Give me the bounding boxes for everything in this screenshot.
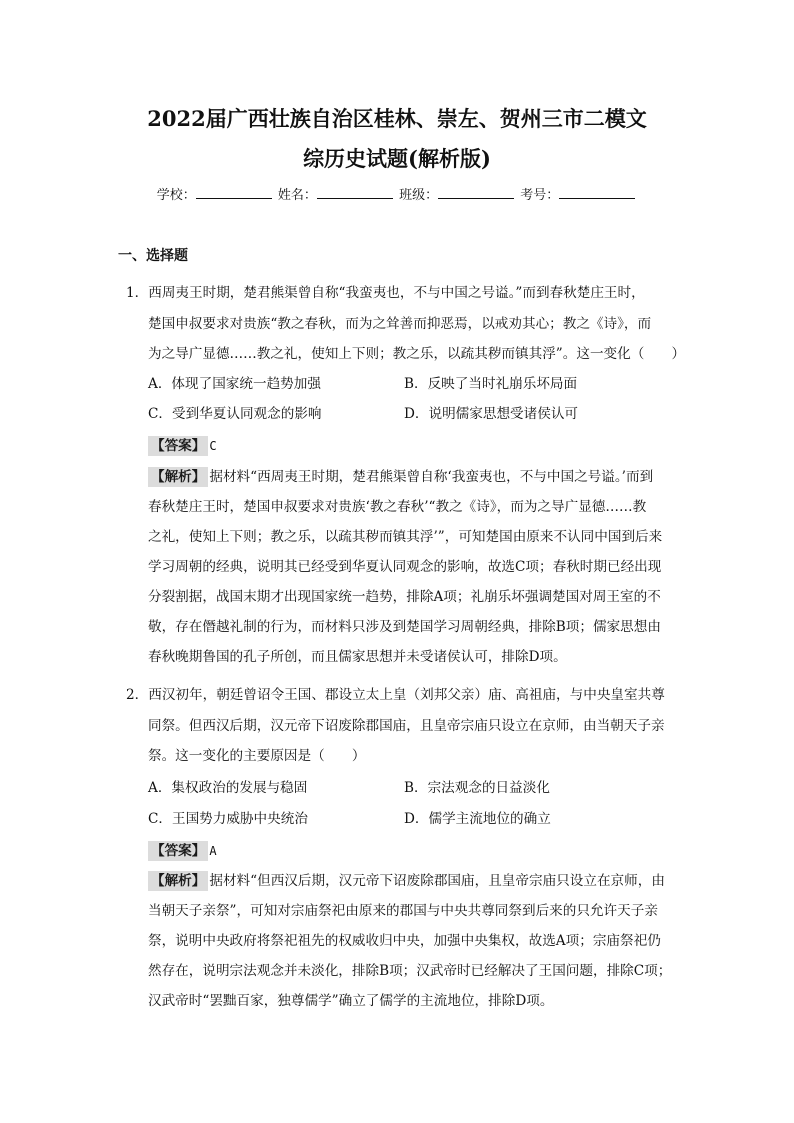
- q1-answer-value: C: [209, 439, 217, 453]
- q1-stem-line: 楚国申叔要求对贵族“教之春秋，而为之耸善而抑恶焉，以戒劝其心；教之《诗》，而: [148, 316, 652, 332]
- q2-answer-value: A: [209, 844, 217, 858]
- q1-analysis-line: 春秋晚期鲁国的孔子所创，而且儒家思想并未受诸侯认可，排除D项。: [148, 649, 567, 665]
- section-heading: 一、选择题: [118, 248, 188, 264]
- student-info-row: [0, 184, 794, 207]
- q2-option-b: B．宗法观念的日益淡化: [404, 780, 550, 796]
- q2-answer: [148, 841, 217, 861]
- q1-option-c: C．受到华夏认同观念的影响: [148, 406, 322, 422]
- q1-option-b: B．反映了当时礼崩乐坏局面: [404, 376, 578, 392]
- q2-option-a: A．集权政治的发展与稳固: [148, 780, 308, 796]
- q1-analysis-line: 敬，存在僭越礼制的行为，而材料只涉及到楚国学习周朝经典，排除B项；儒家思想由: [148, 619, 661, 635]
- q2-stem-line: 祭。这一变化的主要原因是（ ）: [148, 748, 366, 764]
- name-label: 姓名：: [277, 188, 317, 203]
- q1-analysis-line: [148, 467, 653, 487]
- q1-analysis-line: 春秋楚庄王时，楚国申叔要求对贵族‘教之春秋’“教之《诗》，而为之导广显德……教: [148, 499, 647, 515]
- class-blank[interactable]: [438, 184, 514, 199]
- name-blank[interactable]: [317, 184, 393, 199]
- analysis-tag: 【解析】: [148, 467, 208, 487]
- q1-analysis-first: 据材料“西周夷王时期，楚君熊渠曾自称‘我蛮夷也，不与中国之号谥。’而到: [209, 469, 654, 485]
- q2-analysis-line: 然存在，说明宗法观念并未淡化，排除B项；汉武帝时已经解决了王国问题，排除C项；: [148, 963, 672, 979]
- q2-option-c: C．王国势力威胁中央统治: [148, 811, 308, 827]
- q2-analysis-line: 祭，说明中央政府将祭祀祖先的权威收归中央，加强中央集权，故选A项；宗庙祭祀仍: [148, 933, 661, 949]
- q1-analysis-line: 之礼，使知上下则；教之乐，以疏其秽而镇其浮’”，可知楚国由原来不认同中国到后来: [148, 529, 663, 545]
- q1-stem-line: 为之导广显德……教之礼，使知上下则；教之乐，以疏其秽而镇其浮”。这一变化（ ）: [148, 346, 686, 362]
- exam-number-label: 考号：: [520, 188, 560, 203]
- school-label: 学校：: [156, 188, 196, 203]
- document-title-line-2: 综历史试题(解析版): [303, 146, 491, 171]
- class-label: 班级：: [399, 188, 439, 203]
- q2-stem-line: 2．西汉初年，朝廷曾诏令王国、郡设立太上皇（刘邦父亲）庙、高祖庙，与中央皇室共尊: [126, 687, 665, 703]
- analysis-tag: 【解析】: [148, 871, 208, 891]
- q2-analysis-line: 当朝天子亲祭”，可知对宗庙祭祀由原来的郡国与中央共尊同祭到后来的只允许天子亲: [148, 903, 658, 919]
- answer-tag: 【答案】: [148, 436, 208, 456]
- q1-answer: [148, 436, 217, 456]
- exam-number-blank[interactable]: [559, 184, 635, 199]
- q1-analysis-line: 分裂割据，战国末期才出现国家统一趋势，排除A项；礼崩乐坏强调楚国对周王室的不: [148, 589, 661, 605]
- document-title-line-1: 2022届广西壮族自治区桂林、崇左、贺州三市二模文: [147, 106, 647, 131]
- answer-tag: 【答案】: [148, 841, 208, 861]
- q2-stem-line: 同祭。但西汉后期，汉元帝下诏废除郡国庙，且皇帝宗庙只设立在京师，由当朝天子亲: [148, 718, 665, 734]
- school-blank[interactable]: [196, 184, 272, 199]
- q2-analysis-line: [148, 871, 665, 891]
- q2-option-d: D．儒学主流地位的确立: [404, 811, 551, 827]
- q1-analysis-line: 学习周朝的经典，说明其已经受到华夏认同观念的影响，故选C项；春秋时期已经出现: [148, 559, 662, 575]
- q1-option-d: D．说明儒家思想受诸侯认可: [404, 406, 579, 422]
- q2-analysis-first: 据材料“但西汉后期，汉元帝下诏废除郡国庙，且皇帝宗庙只设立在京师，由: [209, 873, 665, 889]
- q2-analysis-line: 汉武帝时“罢黜百家，独尊儒学”确立了儒学的主流地位，排除D项。: [148, 993, 554, 1009]
- q1-option-a: A．体现了国家统一趋势加强: [148, 376, 321, 392]
- q1-stem-line: 1．西周夷王时期，楚君熊渠曾自称“我蛮夷也，不与中国之号谥。”而到春秋楚庄王时，: [126, 285, 645, 301]
